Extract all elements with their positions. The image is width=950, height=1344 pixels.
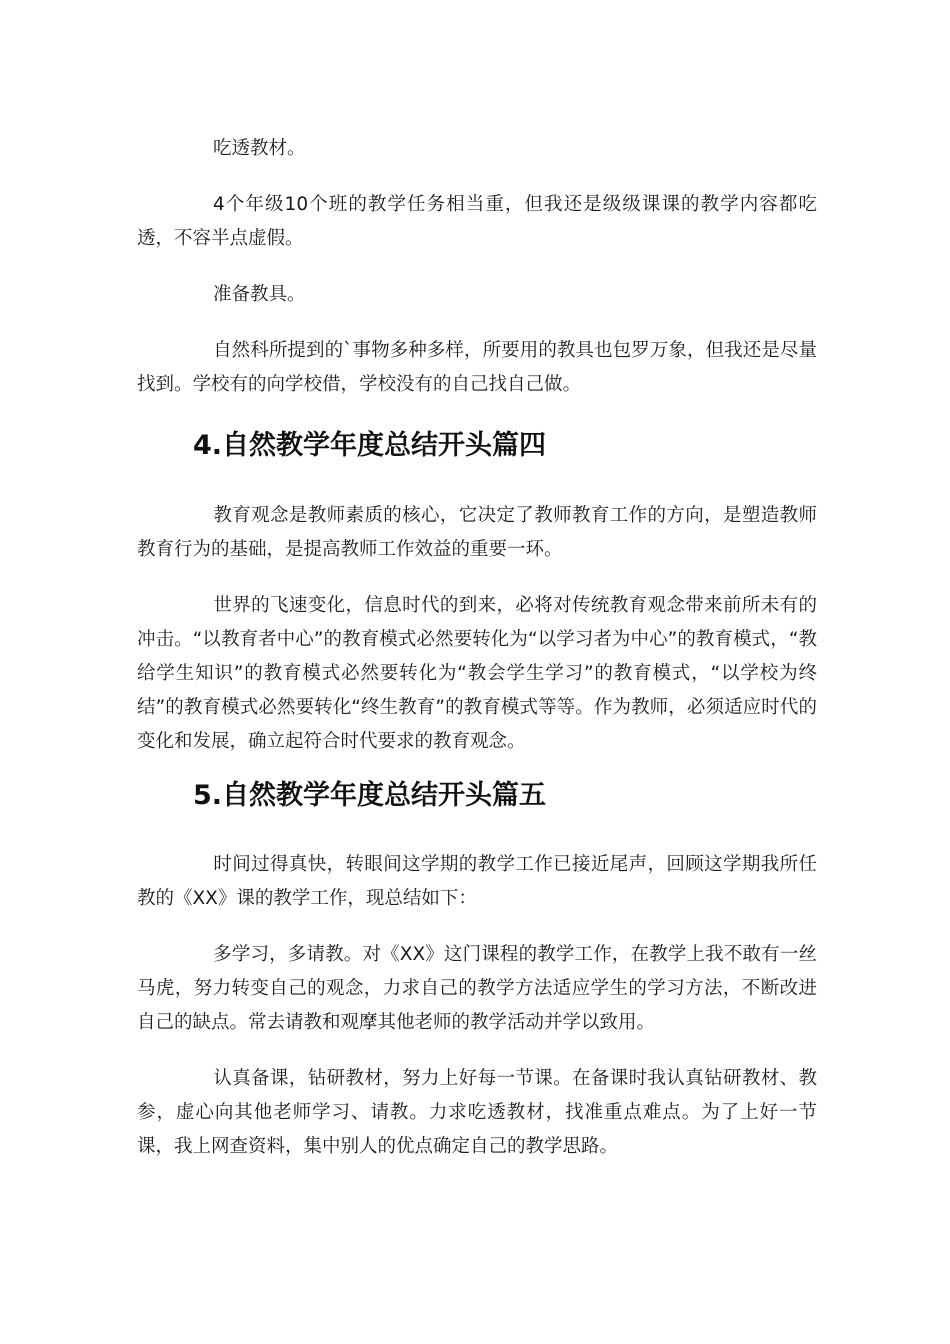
paragraph-text: 自然科所提到的`事物多种多样，所要用的教具也包罗万象，但我还是尽量找到。学校有的向学校借，学校没有的自己找自己做。 (137, 340, 817, 395)
paragraph (137, 938, 817, 1040)
paragraph-text: 准备教具。 (213, 284, 306, 305)
paragraph-text: 教育观念是教师素质的核心，它决定了教师教育工作的方向，是塑造教师教育行为的基础，是提高教师工作效益的重要一环。 (137, 505, 817, 560)
paragraph (137, 848, 817, 916)
paragraph (137, 188, 817, 256)
paragraph-text: 多学习，多请教。对《XX》这门课程的教学工作，在教学上我不敢有一丝马虎，努力转变自己的观念，力求自己的教学方法适应学生的学习方法，不断改进自己的缺点。常去请教和观摩其他老师的教学活动并学以致用。 (137, 944, 817, 1033)
paragraph (137, 278, 817, 312)
paragraph (137, 1062, 817, 1164)
paragraph-text: 时间过得真快，转眼间这学期的教学工作已接近尾声，回顾这学期我所任教的《XX》课的教学工作，现总结如下： (137, 854, 817, 909)
section-heading: 5.自然教学年度总结开头篇五 (193, 780, 547, 811)
paragraph (137, 589, 817, 759)
paragraph-text: 世界的飞速变化，信息时代的到来，必将对传统教育观念带来前所未有的冲击。“以教育者中心”的教育模式必然要转化为“以学习者为中心”的教育模式，“教给学生知识”的教育模式必然要转化为“教会学生学习”的教育模式，“以学校为终结”的教育模式必然要转化“终生教育”的教育模式等等。作为教师，必须适应时代的变化和发展，确立起符合时代要求的教育观念。 (137, 595, 817, 752)
paragraph (137, 499, 817, 567)
paragraph (137, 334, 817, 402)
section-heading: 4.自然教学年度总结开头篇四 (193, 430, 547, 461)
paragraph (137, 132, 817, 166)
paragraph-text: 4个年级10个班的教学任务相当重，但我还是级级课课的教学内容都吃透，不容半点虚假。 (137, 194, 817, 249)
paragraph-text: 认真备课，钻研教材，努力上好每一节课。在备课时我认真钻研教材、教参，虚心向其他老师学习、请教。力求吃透教材，找准重点难点。为了上好一节课，我上网查资料，集中别人的优点确定自己的教学思路。 (137, 1068, 817, 1157)
paragraph-text: 吃透教材。 (213, 138, 306, 159)
